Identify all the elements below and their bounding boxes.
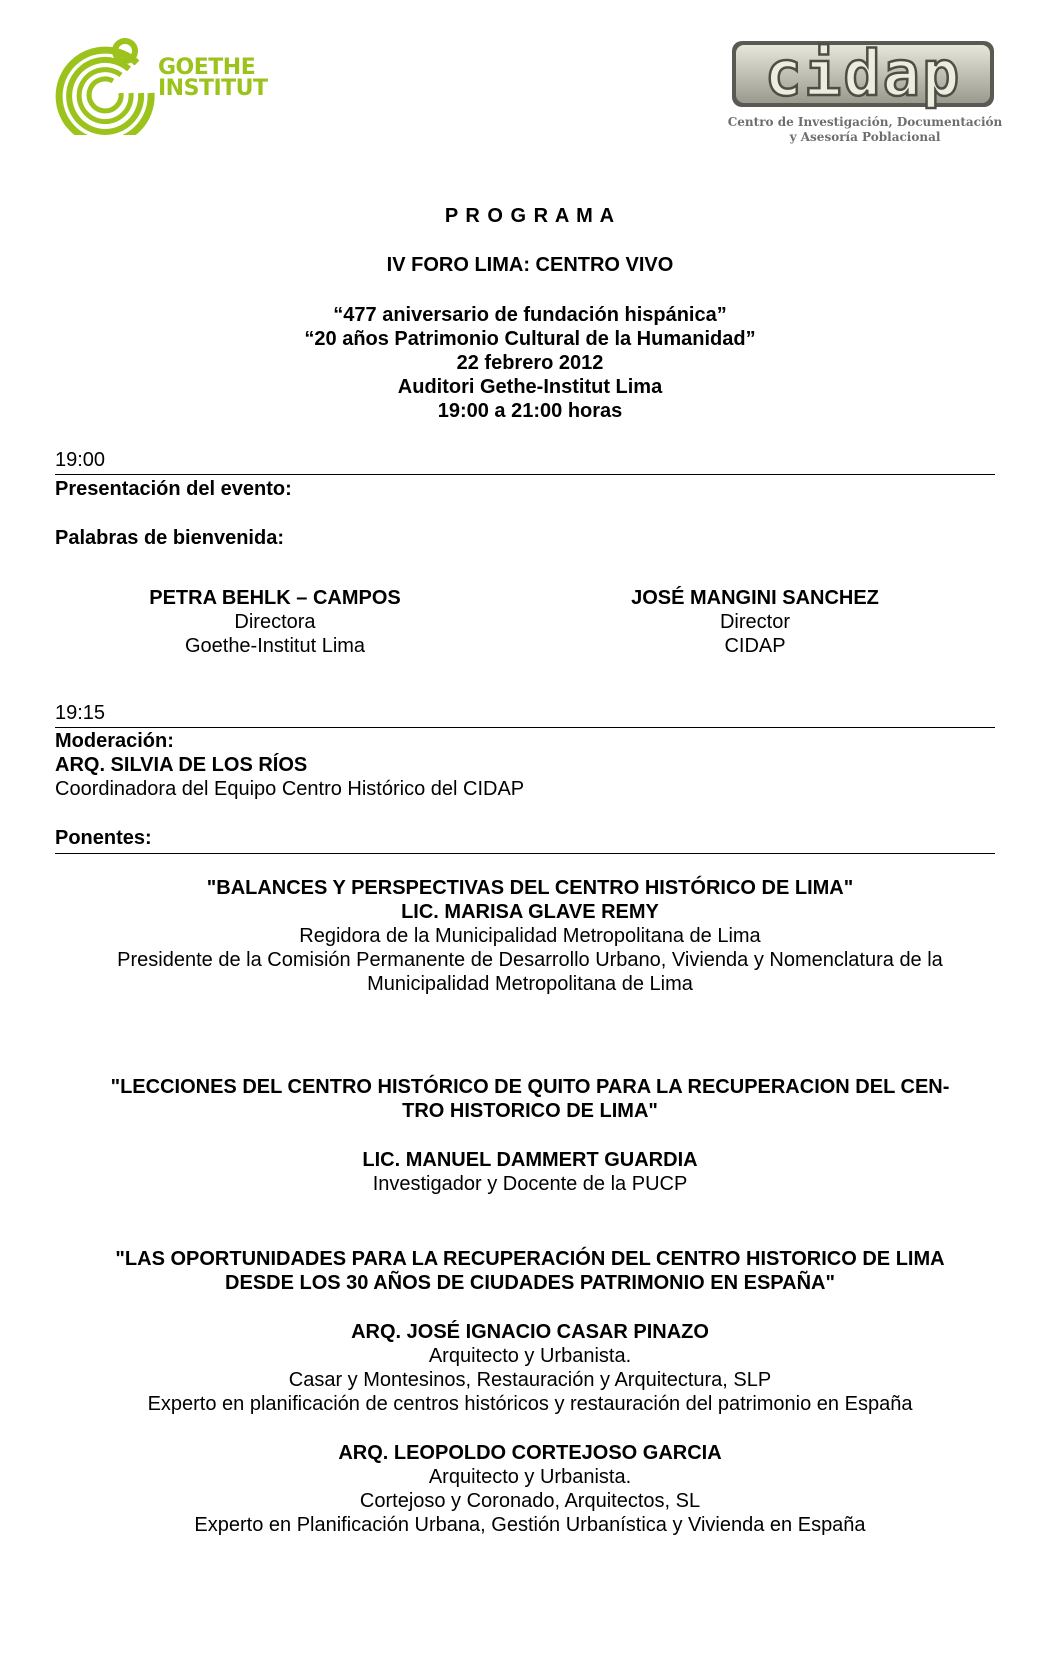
header-venue: Auditori Gethe-Institut Lima <box>397 376 663 398</box>
talk-2-title-line-1: "LECCIONES DEL CENTRO HISTÓRICO DE QUITO PARA LA RECUPERACION DEL CEN- <box>110 1076 950 1098</box>
header-line-2: “20 años Patrimonio Cultural de la Humanidad” <box>304 328 756 350</box>
talk-3-title-line-2: DESDE LOS 30 AÑOS DE CIUDADES PATRIMONIO EN ESPAÑA" <box>225 1272 835 1294</box>
talk-1-speaker-detail: Presidente de la Comisión Permanente de Desarrollo Urbano, Vivienda y Nomenclatura de la <box>117 949 943 971</box>
talk-1-speaker-detail: Municipalidad Metropolitana de Lima <box>367 973 693 995</box>
goethe-circles-icon <box>55 35 165 135</box>
cidap-subtitle-line2: y Asesoría Poblacional <box>789 130 941 144</box>
programa-heading: P R O G R A M A <box>444 205 616 227</box>
moderacion-label: Moderación: <box>55 730 174 752</box>
header-line-1: “477 aniversario de fundación hispánica” <box>333 304 727 326</box>
talk-3-title-line-1: "LAS OPORTUNIDADES PARA LA RECUPERACIÓN DEL CENTRO HISTORICO DE LIMA <box>115 1248 945 1270</box>
speaker-left <box>55 586 495 658</box>
goethe-wordmark <box>158 57 268 99</box>
goethe-line1: GOETHE <box>158 55 256 80</box>
ponentes-label: Ponentes: <box>55 827 152 849</box>
talk-3-speaker-1-name: ARQ. JOSÉ IGNACIO CASAR PINAZO <box>351 1321 709 1343</box>
cidap-subtitle <box>720 115 1010 145</box>
cidap-logo <box>728 33 998 115</box>
speaker-org: Goethe-Institut Lima <box>184 635 366 657</box>
header-hours: 19:00 a 21:00 horas <box>437 400 623 422</box>
talk-2-speaker-detail: Investigador y Docente de la PUCP <box>372 1173 688 1195</box>
divider-2 <box>55 727 995 728</box>
moderator-name: ARQ. SILVIA DE LOS RÍOS <box>55 754 308 776</box>
talk-3-speaker-2-detail: Arquitecto y Urbanista. <box>428 1466 632 1488</box>
header-date: 22 febrero 2012 <box>456 352 604 374</box>
speaker-role: Directora <box>234 611 316 633</box>
talk-3-speaker-2-detail: Experto en Planificación Urbana, Gestión Urbanística y Vivienda en España <box>194 1514 866 1536</box>
talk-2-speaker-name: LIC. MANUEL DAMMERT GUARDIA <box>362 1149 698 1171</box>
talk-3-speaker-2-detail: Cortejoso y Coronado, Arquitectos, SL <box>359 1490 701 1512</box>
speaker-name: PETRA BEHLK – CAMPOS <box>149 587 401 609</box>
talk-1-speaker-detail: Regidora de la Municipalidad Metropolitana de Lima <box>299 925 761 947</box>
speaker-org: CIDAP <box>724 635 786 657</box>
speaker-role: Director <box>719 611 790 633</box>
divider-3 <box>55 853 995 854</box>
talk-1-title: "BALANCES Y PERSPECTIVAS DEL CENTRO HISTÓRICO DE LIMA" <box>206 877 854 899</box>
time-1915: 19:15 <box>55 702 106 724</box>
cidap-subtitle-line1: Centro de Investigación, Documentación <box>727 115 1003 129</box>
talk-3-speaker-1-detail: Arquitecto y Urbanista. <box>428 1345 632 1367</box>
talk-1-speaker-name: LIC. MARISA GLAVE REMY <box>401 901 659 923</box>
bienvenida-label: Palabras de bienvenida: <box>55 527 284 549</box>
cidap-wordmark: cidap <box>764 37 962 110</box>
talk-2-title-line-2: TRO HISTORICO DE LIMA" <box>402 1100 658 1122</box>
divider-1 <box>55 474 995 475</box>
talk-3-speaker-1-detail: Experto en planificación de centros históricos y restauración del patrimonio en España <box>147 1393 913 1415</box>
event-title: IV FORO LIMA: CENTRO VIVO <box>386 254 674 276</box>
presentacion-label: Presentación del evento: <box>55 478 292 500</box>
goethe-line2: INSTITUT <box>158 76 268 101</box>
speaker-right <box>535 586 975 658</box>
moderator-role: Coordinadora del Equipo Centro Histórico del CIDAP <box>55 778 525 800</box>
talk-3-speaker-2-name: ARQ. LEOPOLDO CORTEJOSO GARCIA <box>338 1442 722 1464</box>
time-1900: 19:00 <box>55 449 106 471</box>
speaker-name: JOSÉ MANGINI SANCHEZ <box>631 587 879 609</box>
talk-3-speaker-1-detail: Casar y Montesinos, Restauración y Arquitectura, SLP <box>288 1369 772 1391</box>
